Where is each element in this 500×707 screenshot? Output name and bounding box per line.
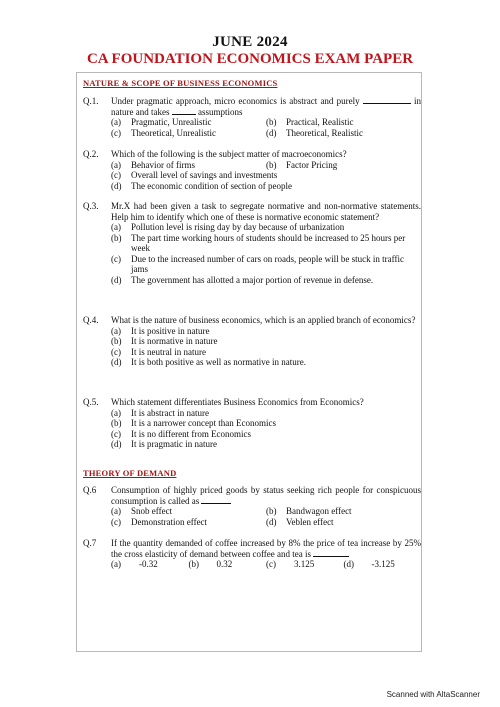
question-text: If the quantity demanded of coffee increased by 8% the price of tea increase by 25% the cross elasticity of demand between coffee and tea is	[111, 538, 421, 559]
option-b: (b) The part time working hours of students should be increased to 25 hours per week	[111, 232, 406, 253]
option-b: (b) Factor Pricing	[266, 159, 338, 170]
option-d: (d) The economic condition of section of people	[111, 180, 292, 191]
option-a: (a) Pragmatic, Unrealistic	[111, 117, 212, 127]
option-c: (c) Theoretical, Unrealistic	[111, 127, 216, 138]
option-c: (c) 3.125	[266, 559, 315, 569]
question-text: Under pragmatic approach, micro economics is abstract and purely in nature and takes assumptions	[111, 96, 421, 117]
option-d: (d) The government has allotted a major portion of revenue in defense.	[111, 274, 374, 285]
page-subtitle: CA FOUNDATION ECONOMICS EXAM PAPER	[86, 51, 414, 67]
question-text: Which statement differentiates Business Economics from Economics?	[111, 397, 364, 407]
section-heading-nature-scope: NATURE & SCOPE OF BUSINESS ECONOMICS	[83, 78, 278, 88]
question-number: Q.7	[83, 538, 97, 548]
option-c: (c) It is neutral in nature	[111, 346, 206, 357]
answer-blank	[313, 549, 349, 557]
question-6	[83, 485, 421, 527]
question-text: Consumption of highly priced goods by status seeking rich people for conspicuous consumption is called as	[111, 485, 421, 506]
answer-blank	[172, 107, 196, 115]
option-a: (a) It is abstract in nature	[111, 407, 209, 418]
option-c: (c) Overall level of savings and investments	[111, 170, 278, 180]
option-d: (d) It is pragmatic in nature	[111, 439, 217, 449]
option-a: (a) Snob effect	[111, 506, 173, 516]
scanner-watermark: Scanned with AltaScanner	[386, 690, 480, 699]
question-3	[83, 201, 421, 285]
question-7	[83, 538, 421, 570]
option-b: (b) It is normative in nature	[111, 336, 218, 346]
question-number: Q.3.	[83, 201, 99, 211]
question-number: Q.6	[83, 485, 97, 495]
option-b: (b) Bandwagon effect	[266, 506, 352, 516]
question-text: Which of the following is the subject matter of macroeconomics?	[111, 149, 347, 159]
option-b: (b) Practical, Realistic	[266, 117, 354, 127]
question-4	[83, 315, 421, 368]
question-number: Q.5.	[83, 397, 99, 407]
question-2	[83, 149, 421, 191]
question-1	[83, 96, 421, 138]
option-a: (a) -0.32	[111, 559, 158, 569]
option-a: (a) Behavior of firms	[111, 159, 195, 170]
question-number: Q.1.	[83, 96, 99, 106]
answer-blank	[363, 96, 411, 104]
option-d: (d) Veblen effect	[266, 516, 334, 527]
option-b: (b) 0.32	[188, 559, 233, 569]
question-number: Q.4.	[83, 315, 99, 325]
option-c: (c) Due to the increased number of cars on roads, people will be stuck in traffic jams	[111, 253, 404, 274]
option-b: (b) It is a narrower concept than Economics	[111, 418, 276, 428]
option-a: (a) It is positive in nature	[111, 325, 210, 336]
option-d: (d) -3.125	[343, 559, 395, 569]
option-d: (d) Theoretical, Realistic	[266, 127, 363, 138]
section-heading-theory-demand: THEORY OF DEMAND	[83, 468, 177, 478]
page-title: JUNE 2024	[212, 34, 288, 50]
question-number: Q.2.	[83, 149, 99, 159]
option-c: (c) It is no different from Economics	[111, 428, 252, 439]
question-5	[83, 397, 421, 450]
option-c: (c) Demonstration effect	[111, 516, 208, 527]
option-a: (a) Pollution level is rising day by day because of urbanization	[111, 222, 345, 232]
answer-blank	[201, 496, 231, 504]
question-text: Mr.X had been given a task to segregate normative and non-normative statements. Help him to identify which one of these is normative economic statement?	[111, 201, 421, 222]
question-text: What is the nature of business economics, which is an applied branch of economics?	[111, 315, 416, 325]
option-d: (d) It is both positive as well as normative in nature.	[111, 357, 306, 367]
